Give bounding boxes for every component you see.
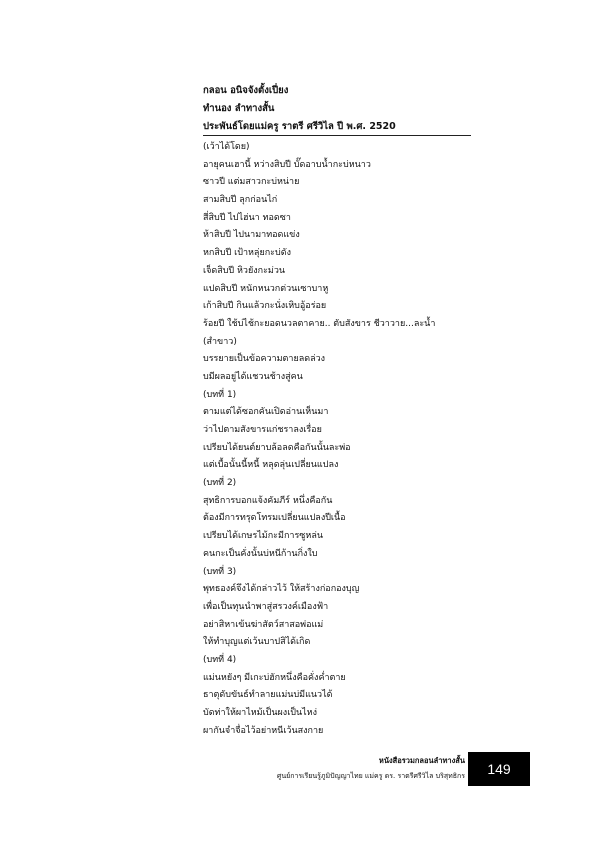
poem-line: (เว้าได้โดย) [203,142,250,152]
poem-line: หกสิบปี เป้าหลุ่ยกะบ่ดัง [203,248,291,259]
poem-line: แม่นหยังๆ มีเกะบ่ฮักหนึ่งคือคั่งค่ำตาย [203,672,346,683]
poem-line: แปดสิบปี หนักหนวกต่วนเซาบาหู [203,283,329,294]
melody-line: ทำนอง ลำทางสั้น [203,103,275,114]
poem-line: บมีผลอยู่ได้แชวนช้างสู่คน [203,371,303,382]
header-divider [203,135,471,136]
poem-line: (สำขาว) [203,336,237,347]
poem-line: ธาตุดับขันธ์ทำลายแม่นบ่มีแนวได้ [203,690,333,701]
poem-line: เปรียบได้เกษรไม้กะมีการซูหล่น [203,531,323,542]
poem-title: กลอน อนิจจังตั้งเปี่ยง [203,85,289,96]
poem-line: เพื่อเป็นทุนนำพาสู่สรวงค์เมืองฟ้า [203,601,329,612]
poem-line: เปรียบได้ยนต์ยาบล้อลดคือกันนั้นละพ่อ [203,442,351,453]
poem-line: สามสิบปี ลุกก่อนไก่ [203,195,278,206]
poem-line: ซาวปี แต่มสาวกะบ่หน่าย [203,177,300,188]
poem-line: (บทที่ 3) [203,566,237,577]
poem-header [203,82,473,136]
poem-line: อายุคนเฮานี้ หว่างสิบปี บั๊ดอาบน้ำกะบ่หนาว [203,159,371,170]
poem-line: เจ็ดสิบปี หิวยังกะม่วน [203,265,286,276]
poem-line: ว่าไปตามสังขารแก่ชราลงเรื่อย [203,425,322,435]
page-number: 149 [468,752,530,786]
poem-line: บัดท่าให้ผาไหม้เป็นผงเป็นไหง่ [203,708,317,718]
poem-line: แต่เบื้อนั้นนี้หนี้ หลุดลุ่นเปลี่ยนแปลง [203,460,339,471]
poem-line: (บทที่ 1) [203,389,237,400]
book-title: หนังสือรวมกลอนลำทางสั้น [378,756,465,765]
poem-line: ให้ทำบุญแต่เว้นบาปสิได้เกิด [203,637,311,648]
author-line: ประพันธ์โดยแม่ครู ราตรี ศรีวิไล ปี พ.ศ. 2520 [203,121,396,132]
poem-line: บรรยายเป็นข้อความตายลดล่วง [203,354,326,365]
poem-line: อย่าสิหาเข้นฆ่าสัตว์สาสอพ่อแม่ [203,619,324,630]
poem-line: (บทที่ 4) [203,654,237,665]
poem-line: สุทธิการบอกแจ้งคัมภีร์ หนึ่งคือกัน [203,495,333,506]
poem-line: ต้องมีการทรุดโทรมเปลี่ยนแปลงปีเนื้อ [203,513,346,524]
poem-line: ผากันจำจื่อไว้อย่าหนีเว้นสงกาย [203,725,324,736]
poem-line: พุทธองค์จึงได้กล่าวไว้ ให้สร้างก่อกองบุญ [203,584,360,595]
poem-line: ห้าสิบปี ไปนามาทอดแข่ง [203,230,300,241]
footer-credit: ศูนย์การเรียนรู้ภูมิปัญญาไทย แม่ครู ดร. ราตรีศรีวิไล บริสุทธิกร [276,772,465,780]
poem-line: สี่สิบปี ไปไฮ่นา ทอดซา [203,212,291,223]
poem-line: คนกะเป็นคั่งนั้นบ่หนีก้านกิ่งใบ [203,548,318,559]
poem-line: ตามแต่ได้ซอกคันเปิดอ่านเห็นมา [203,407,329,418]
poem-line: (บทที่ 2) [203,478,237,489]
poem-line: ร้อยปี ใช้บ่ไช้กะยอดนวลตาคาย.. ตับสังขาร ชีวาวาย...ละน้ำ [203,318,436,329]
poem-body [203,139,503,740]
poem-line: เก้าสิบปี กินแล้วกะนั่งเหิบอู้อร่อย [203,301,327,312]
